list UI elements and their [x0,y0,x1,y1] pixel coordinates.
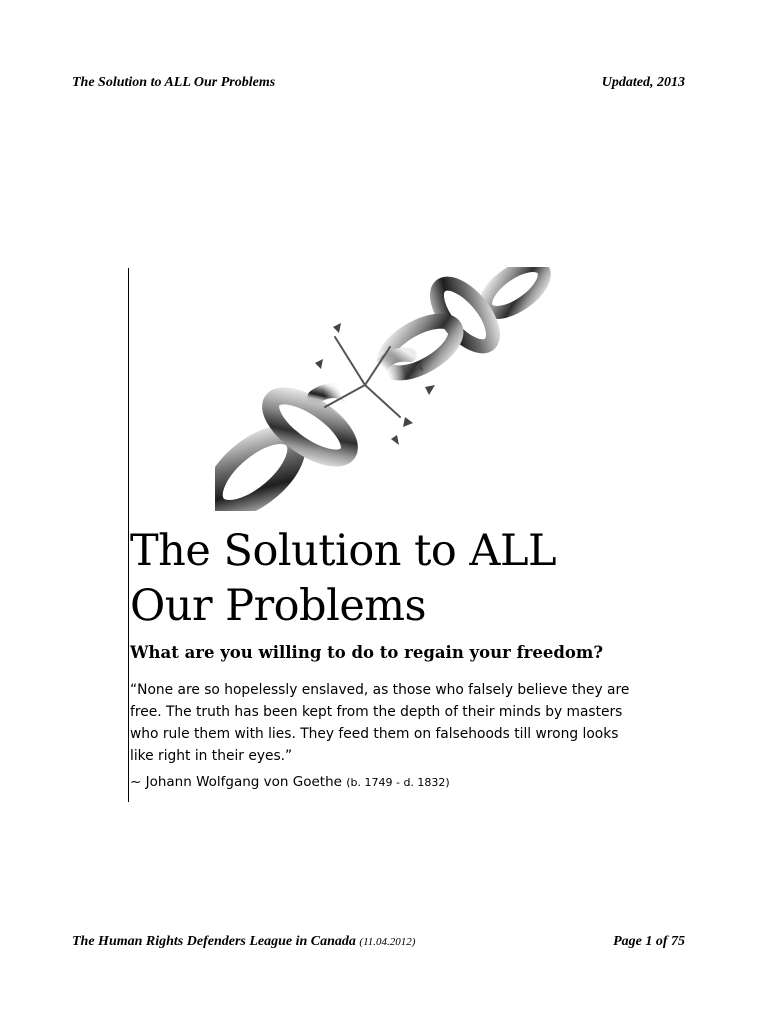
title-line-2: Our Problems [130,581,427,631]
document-subtitle: What are you willing to do to regain your freedom? [130,643,604,662]
page-number: Page 1 of 75 [613,934,685,949]
running-footer-organization [72,934,415,950]
footer-date: (11.04.2012) [359,936,416,948]
goethe-quote: “None are so hopelessly enslaved, as those who falsely believe they are free. The truth has been kept from the depth of their minds by masters who rule them with lies. They feed them on falsehoods till wrong looks like right in their eyes.” [130,682,630,764]
margin-rule [128,268,129,802]
running-header-updated: Updated, 2013 [601,75,685,90]
attribution-name: ~ Johann Wolfgang von Goethe [130,774,342,790]
broken-chain-icon [215,267,553,511]
title-line-1: The Solution to ALL [130,526,557,576]
running-header-title: The Solution to ALL Our Problems [72,75,276,90]
footer-org-name: The Human Rights Defenders League in Canada [72,934,356,949]
attribution-dates: (b. 1749 - d. 1832) [346,776,450,789]
document-title [130,524,730,634]
quote-attribution [130,771,450,794]
